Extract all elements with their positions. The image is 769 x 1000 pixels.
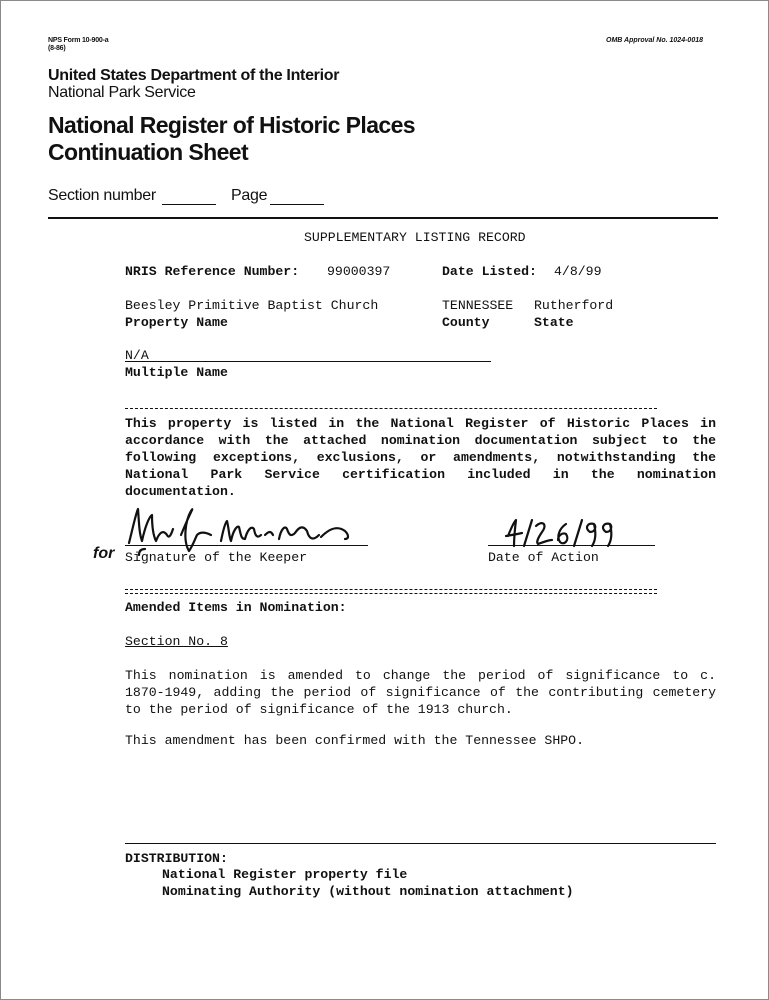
page-title (48, 112, 415, 166)
multiple-name-underline (125, 361, 491, 362)
form-revision: (8-86) (48, 45, 66, 52)
title-line-2: Continuation Sheet (48, 139, 249, 165)
county-label: County (442, 315, 490, 330)
header-divider (48, 217, 718, 219)
shpo-confirmation: This amendment has been confirmed with the Tennessee SHPO. (125, 733, 584, 748)
distribution-item: National Register property file (162, 867, 408, 882)
distribution-item: Nominating Authority (without nomination attachment) (162, 884, 574, 899)
date-stroke-6 (587, 524, 595, 546)
signature-prefix: for (93, 545, 115, 562)
page-label: Page (231, 187, 268, 204)
double-divider-top (125, 589, 657, 590)
double-divider-bottom (125, 593, 657, 594)
date-listed-label: Date Listed: (442, 264, 537, 279)
section-number-label: Section number (48, 187, 156, 204)
distribution-divider (125, 843, 716, 844)
record-heading: SUPPLEMENTARY LISTING RECORD (304, 230, 526, 245)
certification-statement: This property is listed in the National Register of Historic Places in accordance with the attached nomination documentation subject to the following exceptions, exclusions, or amendments, notwithstanding the National Park Service certification included in the nomination documentation. (125, 416, 716, 499)
date-of-action-handwriting (504, 518, 614, 548)
date-stroke-7 (603, 524, 611, 546)
date-stroke-4 (558, 524, 567, 543)
form-number (48, 37, 108, 53)
page-blank (270, 204, 324, 205)
date-of-action-line (488, 545, 655, 546)
date-stroke-5 (574, 520, 582, 546)
section-number-blank (162, 204, 216, 205)
signature-stroke-6 (321, 528, 348, 539)
date-stroke-1 (506, 520, 522, 546)
date-stroke-2 (524, 520, 532, 546)
title-line-1: National Register of Historic Places (48, 112, 415, 138)
nris-label: NRIS Reference Number: (125, 264, 300, 279)
property-name-value: Beesley Primitive Baptist Church (125, 298, 379, 313)
date-stroke-3 (536, 523, 552, 544)
form-number-text: NPS Form 10-900-a (48, 37, 109, 44)
omb-approval: OMB Approval No. 1024-0018 (606, 37, 703, 44)
multiple-name-label: Multiple Name (125, 365, 228, 380)
dashed-divider (125, 408, 657, 409)
signature-stroke-4 (265, 532, 273, 535)
signature-label: Signature of the Keeper (125, 550, 308, 565)
date-of-action-label: Date of Action (488, 550, 599, 565)
signature-line (125, 545, 368, 546)
date-listed-value: 4/8/99 (554, 264, 602, 279)
signature-stroke-5 (279, 527, 319, 539)
agency-name: National Park Service (48, 84, 196, 101)
section-number-ref: Section No. 8 (125, 634, 228, 649)
nris-value: 99000397 (327, 264, 391, 279)
signature-stroke-1 (129, 509, 173, 543)
county-value: Rutherford (534, 298, 614, 313)
property-name-label: Property Name (125, 315, 228, 330)
multiple-name-value: N/A (125, 348, 149, 363)
department-name: United States Department of the Interior (48, 67, 340, 84)
amended-items-heading: Amended Items in Nomination: (125, 600, 347, 615)
signature-stroke-3 (221, 521, 261, 541)
state-value: TENNESSEE (442, 298, 514, 313)
keeper-signature (123, 505, 353, 555)
state-label: State (534, 315, 574, 330)
amendment-paragraph: This nomination is amended to change the period of significance to c. 1870-1949, adding the period of significance of the contributing cemetery to the period of significance of the 1913 church. (125, 668, 716, 717)
distribution-label: DISTRIBUTION: (125, 851, 228, 866)
